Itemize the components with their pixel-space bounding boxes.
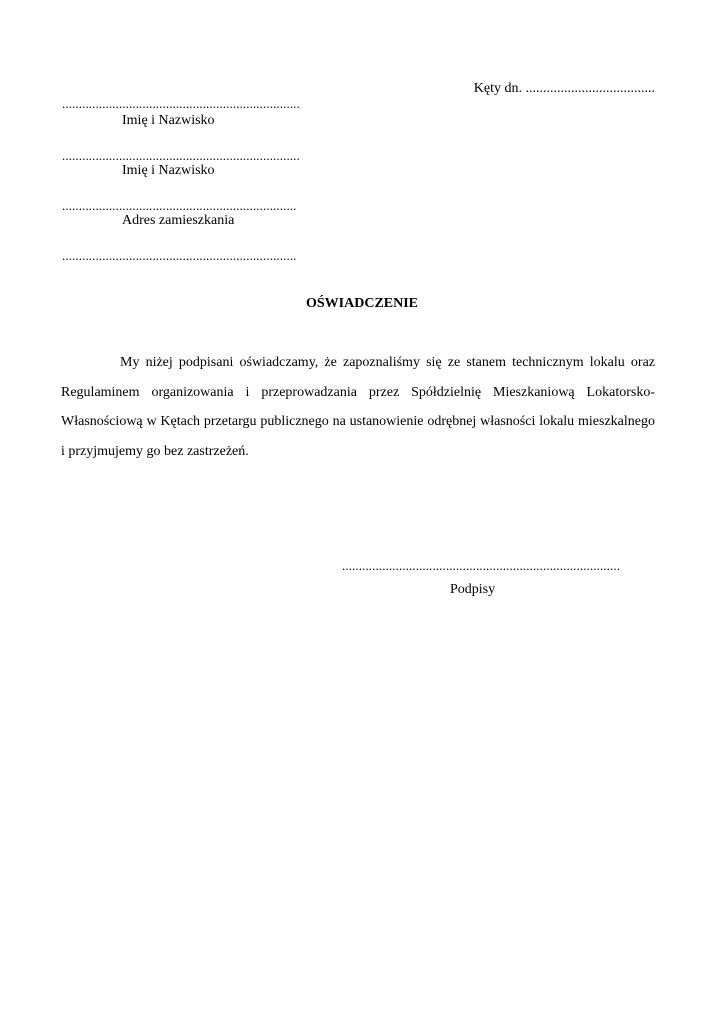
date-line: Kęty dn. ..................................... [473, 81, 655, 96]
name1-dotted-line: ....................................................................... [62, 96, 300, 111]
address-dotted-line: ...................................................................... [62, 198, 297, 213]
document-title: OŚWIADCZENIE [305, 296, 419, 311]
name1-label: Imię i Nazwisko [122, 113, 215, 128]
name2-label: Imię i Nazwisko [122, 163, 215, 178]
address2-dotted-line: ...................................................................... [62, 248, 297, 263]
signature-label: Podpisy [450, 582, 496, 597]
declaration-body: My niżej podpisani oświadczamy, że zapoznaliśmy się ze stanem technicznym lokalu oraz Regulaminem organizowania i przeprowadzania przez Spółdzielnię Mieszkaniową Lokatorsko-Własnościową w Kętach przetargu publicznego na ustanowienie odrębnej własności lokalu mieszkalnego i przyjmujemy go bez zastrzeżeń. [61, 355, 655, 459]
signature-dotted-line: ................................................................................... [342, 558, 621, 573]
name2-dotted-line: ....................................................................... [62, 148, 300, 163]
address-label: Adres zamieszkania [122, 213, 235, 228]
